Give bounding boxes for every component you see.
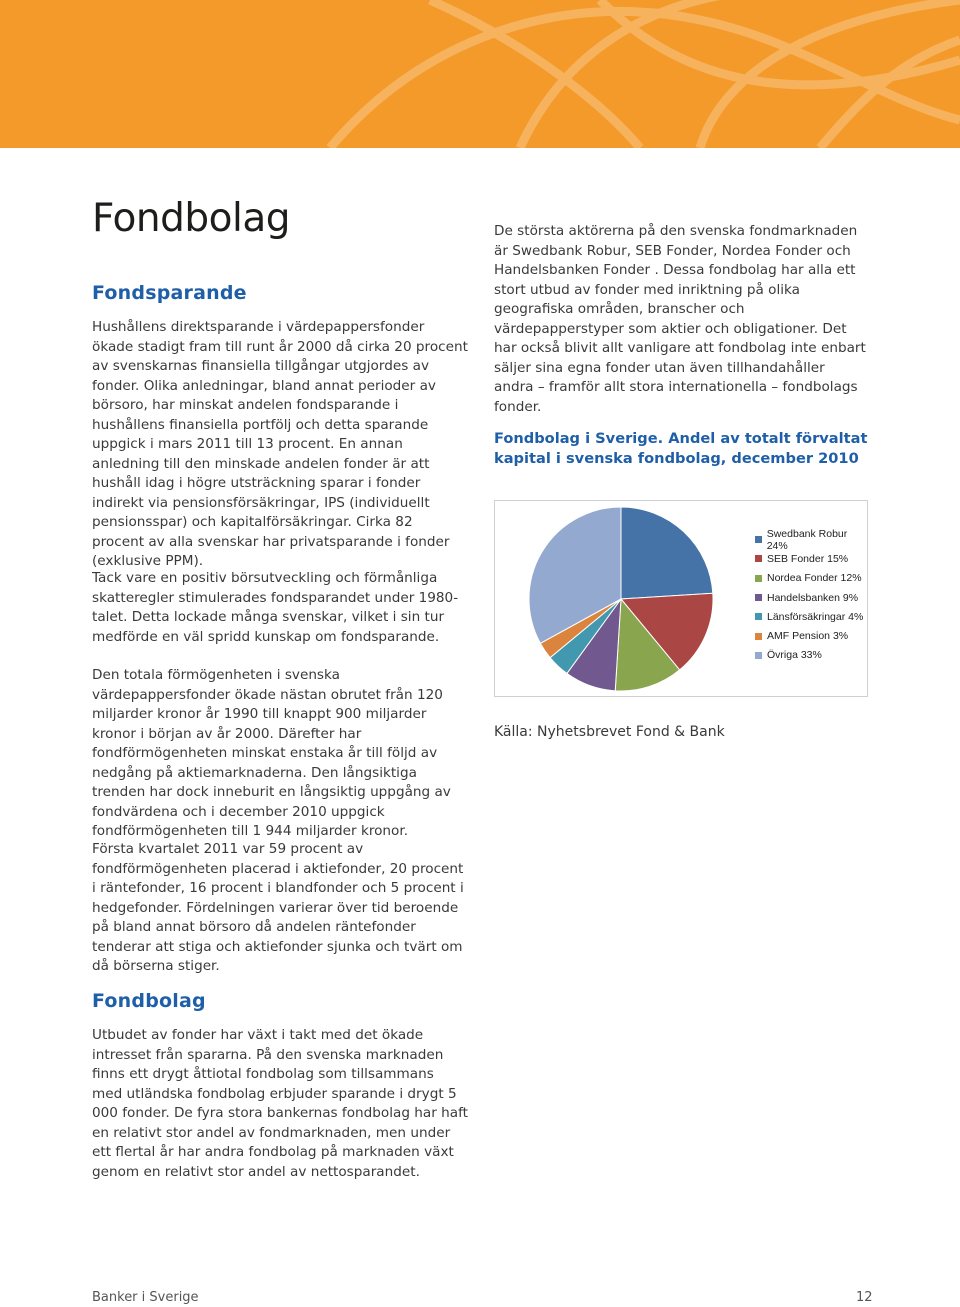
chart-source: Källa: Nyhetsbrevet Fond & Bank — [494, 724, 725, 740]
legend-label: AMF Pension 3% — [767, 630, 849, 643]
section-heading-fondsparande: Fondsparande — [92, 282, 247, 304]
legend-item — [755, 646, 867, 665]
legend-label: Swedbank Robur 24% — [766, 527, 848, 552]
section-heading-fondbolag: Fondbolag — [92, 990, 206, 1012]
legend-item — [755, 527, 867, 552]
legend-item — [755, 607, 867, 626]
legend-swatch — [755, 536, 762, 543]
legend-label: Nordea Fonder 12% — [767, 572, 862, 585]
chart-title: Fondbolag i Sverige. Andel av totalt förvaltat kapital i svenska fondbolag, december 2010 — [494, 430, 868, 467]
paragraph-fondsparande-4: Första kvartalet 2011 var 59 procent av fondförmögenheten placerad i aktiefonder, 20 procent i räntefonder, 16 procent i blandfonder och 5 procent i hedgefonder. Fördelningen varierar över tid beroende på bland annat börsoro då andelen räntefonder tenderar att stiga och aktiefonder sjunka och tvärt om då börserna stiger. — [92, 841, 464, 974]
legend-label: Länsförsäkringar 4% — [767, 610, 864, 623]
legend-swatch — [755, 613, 762, 620]
chart-legend — [755, 527, 867, 665]
pie-slice-swedbank-robur — [621, 507, 713, 599]
legend-item — [755, 569, 867, 588]
paragraph-fondsparande-1: Hushållens direktsparande i värdepappersfonder ökade stadigt fram till runt år 2000 då cirka 20 procent av svenskarnas finansiella tillgångar utgjordes av fonder. Olika anledningar, bland annat perioder av börsoro, har minskat andelen fondsparande i hushållens finansiella portfölj och detta sparande uppgick i mars 2011 till 13 procent. En annan anledning till den minskade andelen fonder är att hushåll idag i högre utsträckning sparar i fonder indirekt via pensionsförsäkringar, IPS (individuellt pensionsspar) och kapitalförsäkringar. Cirka 82 procent av alla svenskar har privatsparande i fonder (exklusive PPM). — [92, 319, 468, 569]
paragraph-right-1: De största aktörerna på den svenska fondmarknaden är Swedbank Robur, SEB Fonder, Nordea Fonder och Handelsbanken Fonder . Dessa fondbolag har alla ett stort utbud av fonder med inriktning på olika geografiska områden, branscher och värdepapperstyper som aktier och obligationer. Det har också blivit allt vanligare att fondbolag inte enbart säljer sina egna fonder utan även tillhandahåller andra – framför allt stora internationella – fondbolags fonder. — [494, 223, 866, 415]
legend-swatch — [755, 633, 762, 640]
legend-swatch — [755, 575, 762, 582]
legend-item — [755, 626, 867, 645]
legend-swatch — [755, 594, 762, 601]
banner-globe-graphic — [0, 0, 960, 148]
legend-label: Övriga 33% — [767, 649, 822, 662]
legend-label: SEB Fonder 15% — [767, 552, 849, 565]
header-banner — [0, 0, 960, 148]
page-title: Fondbolag — [92, 196, 290, 241]
legend-item — [755, 549, 867, 568]
paragraph-fondbolag-1: Utbudet av fonder har växt i takt med det ökade intresset från spararna. På den svenska marknaden finns ett drygt åttiotal fondbolag som tillsammans med utländska fondbolag erbjuder sparande i drygt 5 000 fonder. De fyra stora bankernas fondbolag har haft en relativt stor andel av fondmarknaden, men under ett flertal år har andra fondbolag på marknaden växt genom en relativt stor andel av nettosparandet. — [92, 1027, 468, 1180]
legend-item — [755, 588, 867, 607]
legend-label: Handelsbanken 9% — [767, 591, 859, 604]
paragraph-fondsparande-3: Den totala förmögenheten i svenska värdepappersfonder ökade nästan obrutet från 120 miljarder kronor år 1990 till knappt 900 miljarder kronor i början av år 2000. Därefter har fondförmögenheten minskat enstaka år till följd av nedgång på aktiemarknaderna. Den långsiktiga trenden har dock inneburit en långsiktig uppgång av fondvärdena och i december 2010 uppgick fondförmögenheten till 1 944 miljarder kronor. — [92, 667, 451, 839]
footer-publication: Banker i Sverige — [92, 1290, 199, 1305]
pie-chart — [494, 500, 868, 697]
footer-page-number: 12 — [856, 1290, 873, 1305]
legend-swatch — [755, 652, 762, 659]
legend-swatch — [755, 555, 762, 562]
paragraph-fondsparande-2: Tack vare en positiv börsutveckling och förmånliga skatteregler stimulerades fondsparandet under 1980-talet. Detta lockade många svenskar, vilket i sin tur medförde en väl spridd kunskap om fondsparande. — [92, 570, 459, 645]
